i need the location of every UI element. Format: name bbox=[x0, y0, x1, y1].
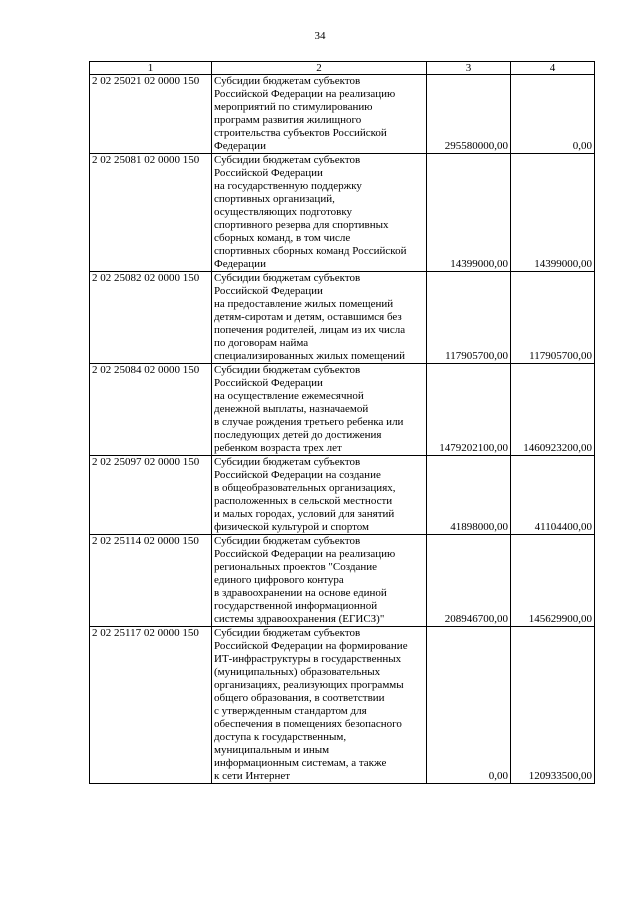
description-cell: Субсидии бюджетам субъектов Российской Федерации на предоставление жилых помещений детям-сиротам и детям, оставшимся без попечения родителей, лицам из их числа по договорам найма специализированных жилых помещений bbox=[212, 272, 427, 364]
table-row bbox=[90, 535, 595, 627]
amount-col4-cell: 0,00 bbox=[511, 75, 595, 154]
table-row bbox=[90, 75, 595, 154]
table-row bbox=[90, 272, 595, 364]
budget-code-cell: 2 02 25021 02 0000 150 bbox=[90, 75, 212, 154]
amount-col4-cell: 14399000,00 bbox=[511, 154, 595, 272]
amount-col4-cell: 117905700,00 bbox=[511, 272, 595, 364]
page-number: 34 bbox=[314, 30, 326, 42]
budget-code-cell: 2 02 25097 02 0000 150 bbox=[90, 456, 212, 535]
amount-col3-cell: 208946700,00 bbox=[427, 535, 511, 627]
column-header: 1 bbox=[90, 62, 212, 75]
amount-col3-cell: 41898000,00 bbox=[427, 456, 511, 535]
description-cell: Субсидии бюджетам субъектов Российской Федерации на осуществление ежемесячной денежной выплаты, назначаемой в случае рождения третьего ребенка или последующих детей до достижения ребенком возраста трех лет bbox=[212, 364, 427, 456]
column-header: 2 bbox=[212, 62, 427, 75]
table-row bbox=[90, 154, 595, 272]
amount-col3-cell: 117905700,00 bbox=[427, 272, 511, 364]
column-header: 3 bbox=[427, 62, 511, 75]
amount-col4-cell: 120933500,00 bbox=[511, 627, 595, 784]
budget-code-cell: 2 02 25117 02 0000 150 bbox=[90, 627, 212, 784]
amount-col3-cell: 0,00 bbox=[427, 627, 511, 784]
amount-col3-cell: 14399000,00 bbox=[427, 154, 511, 272]
budget-table bbox=[89, 61, 595, 784]
table-row bbox=[90, 627, 595, 784]
amount-col4-cell: 41104400,00 bbox=[511, 456, 595, 535]
amount-col3-cell: 1479202100,00 bbox=[427, 364, 511, 456]
amount-col4-cell: 1460923200,00 bbox=[511, 364, 595, 456]
description-cell: Субсидии бюджетам субъектов Российской Федерации на создание в общеобразовательных организациях, расположенных в сельской местности и малых городах, условий для занятий физической культурой и спортом bbox=[212, 456, 427, 535]
budget-code-cell: 2 02 25082 02 0000 150 bbox=[90, 272, 212, 364]
amount-col3-cell: 295580000,00 bbox=[427, 75, 511, 154]
budget-code-cell: 2 02 25081 02 0000 150 bbox=[90, 154, 212, 272]
table-row bbox=[90, 456, 595, 535]
column-header: 4 bbox=[511, 62, 595, 75]
description-cell: Субсидии бюджетам субъектов Российской Федерации на государственную поддержку спортивных организаций, осуществляющих подготовку спортивного резерва для спортивных сборных команд, в том числе спортивных сборных команд Российской Федерации bbox=[212, 154, 427, 272]
amount-col4-cell: 145629900,00 bbox=[511, 535, 595, 627]
description-cell: Субсидии бюджетам субъектов Российской Федерации на реализацию региональных проектов "Создание единого цифрового контура в здравоохранении на основе единой государственной информационной системы здравоохранения (ЕГИСЗ)" bbox=[212, 535, 427, 627]
budget-code-cell: 2 02 25084 02 0000 150 bbox=[90, 364, 212, 456]
table-row bbox=[90, 364, 595, 456]
description-cell: Субсидии бюджетам субъектов Российской Федерации на формирование ИТ-инфраструктуры в государственных (муниципальных) образовательных организациях, реализующих программы общего образования, в соответствии с утвержденным стандартом для обеспечения в помещениях безопасного доступа к государственным, муниципальным и иным информационным системам, а также к сети Интернет bbox=[212, 627, 427, 784]
description-cell: Субсидии бюджетам субъектов Российской Федерации на реализацию мероприятий по стимулированию программ развития жилищного строительства субъектов Российской Федерации bbox=[212, 75, 427, 154]
table-header-row bbox=[90, 62, 595, 75]
budget-code-cell: 2 02 25114 02 0000 150 bbox=[90, 535, 212, 627]
